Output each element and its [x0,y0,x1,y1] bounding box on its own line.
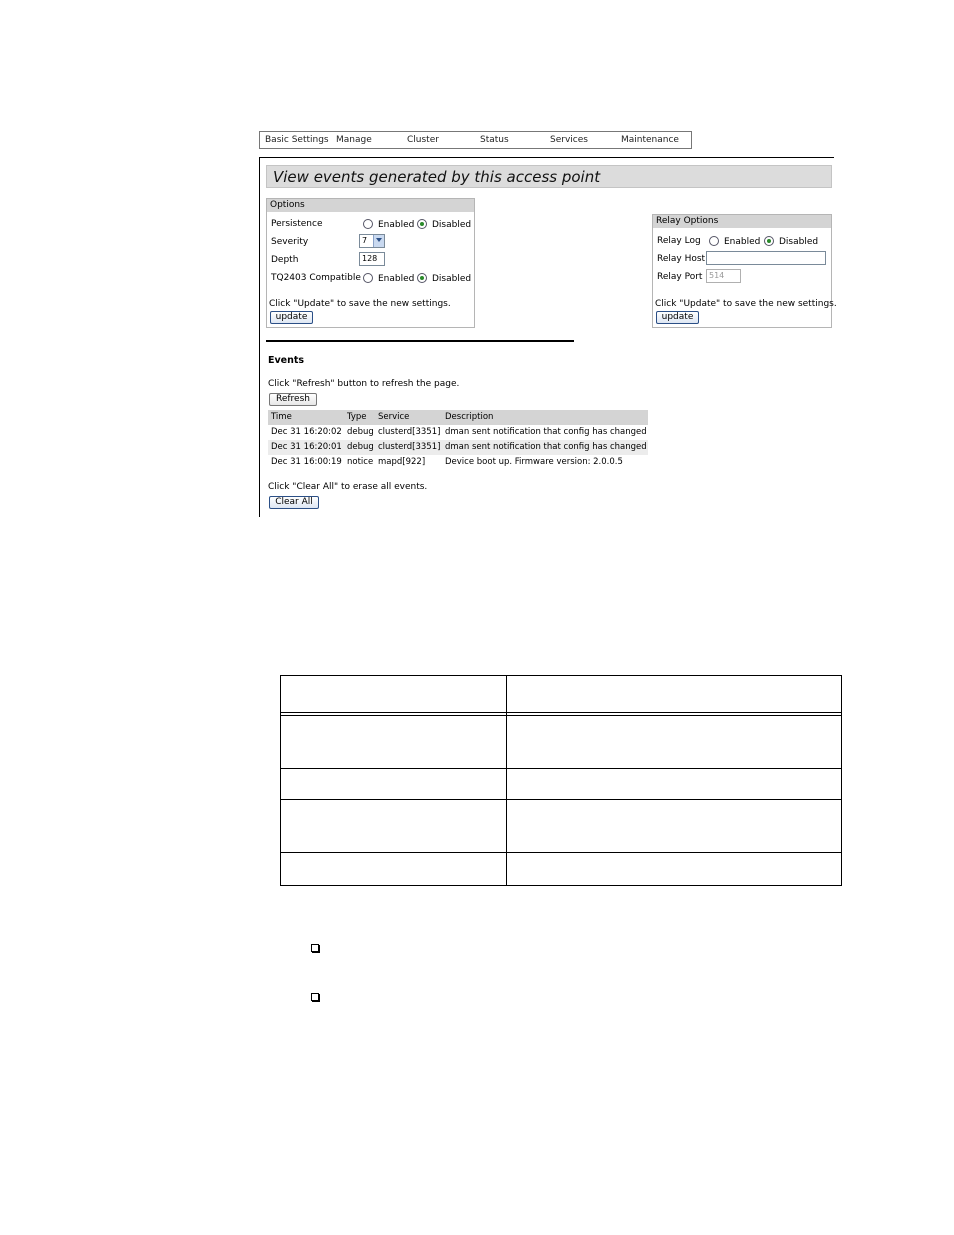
compat-disabled-label: Disabled [432,274,472,284]
persistence-enabled-label: Enabled [378,220,415,230]
relay-log-disabled-label: Disabled [779,237,819,247]
persistence-enabled-radio[interactable] [363,219,373,229]
relay-log-enabled-radio[interactable] [709,236,719,246]
event-description: dman sent notification that config has changed [445,427,647,437]
event-service: mapd[922] [378,457,426,467]
col-time: Time [271,412,292,422]
severity-select[interactable] [359,234,385,248]
relay-port-input[interactable]: 514 [706,269,741,283]
options-hint: Click "Update" to save the new settings. [269,299,451,309]
col-service: Service [378,412,410,422]
table-row-divider [281,799,841,800]
table-column-divider [506,676,507,885]
event-description: dman sent notification that config has changed [445,442,647,452]
tab-manage[interactable]: Manage [336,135,372,145]
relay-options-panel [652,214,837,328]
severity-label: Severity [271,237,309,247]
table-row [268,425,648,440]
refresh-button[interactable]: Refresh [269,393,317,406]
compat-disabled-radio[interactable] [417,273,427,283]
event-time: Dec 31 16:20:02 [271,427,342,437]
compat-enabled-label: Enabled [378,274,415,284]
relay-options-header: Relay Options [653,215,831,228]
options-update-button[interactable]: update [270,311,313,324]
persistence-disabled-label: Disabled [432,220,472,230]
table-row-divider [281,852,841,853]
col-type: Type [347,412,367,422]
refresh-hint: Click "Refresh" button to refresh the page. [268,379,460,389]
tab-status[interactable]: Status [480,135,509,145]
depth-input[interactable]: 128 [359,252,385,266]
relay-host-input[interactable] [706,251,826,265]
chevron-down-icon [373,235,384,247]
col-description: Description [445,412,494,422]
depth-label: Depth [271,255,299,265]
event-type: notice [347,457,374,467]
relay-host-label: Relay Host [657,254,706,264]
compat-enabled-radio[interactable] [363,273,373,283]
relay-log-disabled-radio[interactable] [764,236,774,246]
table-row-divider [281,768,841,769]
clear-hint: Click "Clear All" to erase all events. [268,482,428,492]
tab-maintenance[interactable]: Maintenance [621,135,679,145]
relay-hint: Click "Update" to save the new settings. [655,299,837,309]
severity-value: 7 [362,236,368,245]
checkbox-bullet-icon [311,944,319,952]
relay-port-label: Relay Port [657,272,703,282]
section-divider [266,340,574,342]
relay-log-enabled-label: Enabled [724,237,761,247]
checkbox-bullet-icon [311,993,319,1001]
table-header-divider-double [281,715,841,716]
compat-label: TQ2403 Compatible [271,273,361,283]
parameter-table [280,675,842,886]
nav-tab-bar [259,131,692,149]
event-type: debug [347,442,374,452]
content-frame-left-border [259,157,260,517]
event-description: Device boot up. Firmware version: 2.0.0.5 [445,457,623,467]
options-panel-header: Options [267,199,474,212]
events-table-header [268,410,648,425]
tab-cluster[interactable]: Cluster [407,135,439,145]
relay-update-button[interactable]: update [656,311,699,324]
clear-all-button[interactable]: Clear All [269,496,319,509]
events-title: Events [268,355,305,366]
event-service: clusterd[3351] [378,442,441,452]
table-row [268,455,648,470]
options-panel [266,198,475,328]
event-time: Dec 31 16:20:01 [271,442,342,452]
page-title: View events generated by this access point [266,165,832,188]
content-frame-top-border [259,157,834,158]
tab-basic-settings[interactable]: Basic Settings [265,135,329,145]
relay-log-label: Relay Log [657,236,701,246]
event-time: Dec 31 16:00:19 [271,457,342,467]
table-row [268,440,648,455]
table-header-divider [281,712,841,713]
event-type: debug [347,427,374,437]
persistence-label: Persistence [271,219,323,229]
tab-services[interactable]: Services [550,135,588,145]
event-service: clusterd[3351] [378,427,441,437]
persistence-disabled-radio[interactable] [417,219,427,229]
